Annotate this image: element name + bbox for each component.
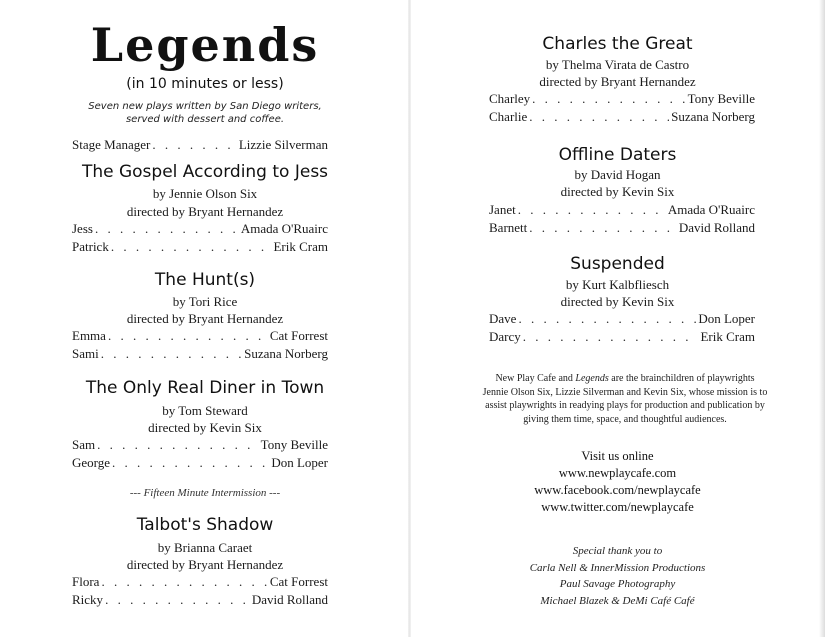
cast-row <box>489 202 755 218</box>
facebook-link[interactable]: www.facebook.com/newplaycafe <box>534 483 701 497</box>
leader-dots <box>518 202 666 218</box>
cast-actor: David Rolland <box>678 220 755 235</box>
page-edge-shadow <box>819 0 825 637</box>
cast-row <box>489 311 755 327</box>
online-heading: Visit us online <box>581 449 654 463</box>
cast-row <box>72 346 328 362</box>
legends-logo: Legends <box>90 18 320 72</box>
twitter-link[interactable]: www.twitter.com/newplaycafe <box>541 500 694 514</box>
thanks-line: Paul Savage Photography <box>559 578 676 590</box>
cast-actor: Amada O'Ruairc <box>667 202 755 217</box>
play-author: by Kurt Kalbfliesch <box>565 277 670 292</box>
online-section <box>410 448 825 516</box>
intermission-note: --- Fifteen Minute Intermission --- <box>129 487 281 499</box>
play-director: directed by Bryant Hernandez <box>539 74 696 89</box>
cast-role: Barnett <box>489 220 528 235</box>
cast-actor: Cat Forrest <box>269 328 328 343</box>
cast-actor: Suzana Norberg <box>244 346 328 361</box>
cast-row <box>72 455 328 471</box>
cast-role: Emma <box>72 328 106 343</box>
play-director: directed by Bryant Hernandez <box>126 311 284 326</box>
left-page <box>0 0 410 637</box>
cast-role: Patrick <box>72 239 109 254</box>
credit-name: Lizzie Silverman <box>238 137 328 152</box>
right-page <box>410 0 825 637</box>
leader-dots <box>152 137 236 153</box>
play-director: directed by Bryant Hernandez <box>126 557 284 572</box>
cast-actor: Suzana Norberg <box>671 109 755 124</box>
cast-role: Charlie <box>489 109 528 124</box>
play-author: by David Hogan <box>574 167 661 182</box>
cast-row <box>489 109 755 125</box>
about-line: assist playwrights in readying plays for production and publication by <box>485 400 765 411</box>
cast-role: Sam <box>72 437 96 452</box>
cast-row <box>72 221 328 237</box>
play-author: by Tom Steward <box>162 403 248 418</box>
thanks-section <box>410 543 825 609</box>
play-director: directed by Bryant Hernandez <box>126 204 284 219</box>
website-link[interactable]: www.newplaycafe.com <box>558 466 677 480</box>
leader-dots <box>112 455 269 471</box>
leader-dots <box>101 346 242 362</box>
play-title: The Hunt(s) <box>154 270 256 290</box>
play-author: by Thelma Virata de Castro <box>545 57 690 72</box>
intro-line: Seven new plays written by San Diego writers, <box>88 101 322 112</box>
cast-actor: Tony Beville <box>687 91 755 106</box>
play-title: Talbot's Shadow <box>136 515 274 535</box>
play-title: The Gospel According to Jess <box>81 162 329 182</box>
cast-row <box>72 437 328 453</box>
about-text: are the brainchildren of playwrights <box>608 373 755 384</box>
cast-row <box>72 592 328 608</box>
about-line: Jennie Olson Six, Lizzie Silverman and Kevin Six, whose mission is to <box>482 386 768 398</box>
cast-actor: Don Loper <box>271 455 328 470</box>
play-author: by Tori Rice <box>172 294 238 309</box>
play-director: directed by Kevin Six <box>560 294 675 309</box>
cast-row <box>489 329 755 345</box>
cast-actor: Amada O'Ruairc <box>240 221 328 236</box>
intro-text <box>0 100 410 126</box>
cast-actor: Cat Forrest <box>269 574 328 589</box>
about-paragraph <box>460 372 790 426</box>
play-director: directed by Kevin Six <box>560 184 675 199</box>
cast-role: Charley <box>489 91 531 106</box>
thanks-line: Michael Blazek & DeMi Café Café <box>540 594 695 607</box>
play-title: Charles the Great <box>542 34 693 54</box>
cast-role: Darcy <box>489 329 521 344</box>
about-emphasis: Legends <box>575 373 609 384</box>
play-title: Offline Daters <box>558 145 677 165</box>
cast-role: Jess <box>72 221 93 236</box>
about-text: New Play Cafe and <box>495 373 576 384</box>
leader-dots <box>518 311 696 327</box>
cast-row <box>72 328 328 344</box>
about-line: giving them time, space, and thoughtful audiences. <box>523 413 727 425</box>
stage-manager-credit <box>72 137 328 153</box>
leader-dots <box>105 592 250 608</box>
cast-role: George <box>72 455 111 470</box>
thanks-heading: Special thank you to <box>572 545 663 557</box>
intro-line: served with dessert and coffee. <box>125 114 285 125</box>
play-author: by Jennie Olson Six <box>152 186 258 201</box>
thanks-line: Carla Nell & InnerMission Productions <box>529 561 706 574</box>
leader-dots <box>523 329 699 345</box>
cast-actor: Don Loper <box>698 311 755 326</box>
play-title: Suspended <box>570 254 665 274</box>
cast-role: Ricky <box>72 592 104 607</box>
cast-row <box>489 91 755 107</box>
play-author: by Brianna Caraet <box>157 540 253 555</box>
leader-dots <box>95 221 239 237</box>
tagline: (in 10 minutes or less) <box>126 76 284 92</box>
about-line <box>460 372 790 386</box>
leader-dots <box>101 574 267 590</box>
leader-dots <box>108 328 268 344</box>
leader-dots <box>529 220 677 236</box>
cast-row <box>72 239 328 255</box>
play-director: directed by Kevin Six <box>148 420 262 435</box>
leader-dots <box>529 109 669 125</box>
cast-actor: Erik Cram <box>273 239 328 254</box>
leader-dots <box>111 239 272 255</box>
cast-row <box>489 220 755 236</box>
cast-role: Flora <box>72 574 100 589</box>
play-title: The Only Real Diner in Town <box>85 378 325 398</box>
leader-dots <box>97 437 259 453</box>
cast-actor: Erik Cram <box>700 329 755 344</box>
cast-actor: David Rolland <box>251 592 328 607</box>
credit-role: Stage Manager <box>72 137 151 152</box>
leader-dots <box>532 91 686 107</box>
cast-role: Janet <box>489 202 516 217</box>
cast-role: Sami <box>72 346 99 361</box>
cast-actor: Tony Beville <box>260 437 328 452</box>
cast-row <box>72 574 328 590</box>
cast-role: Dave <box>489 311 517 326</box>
